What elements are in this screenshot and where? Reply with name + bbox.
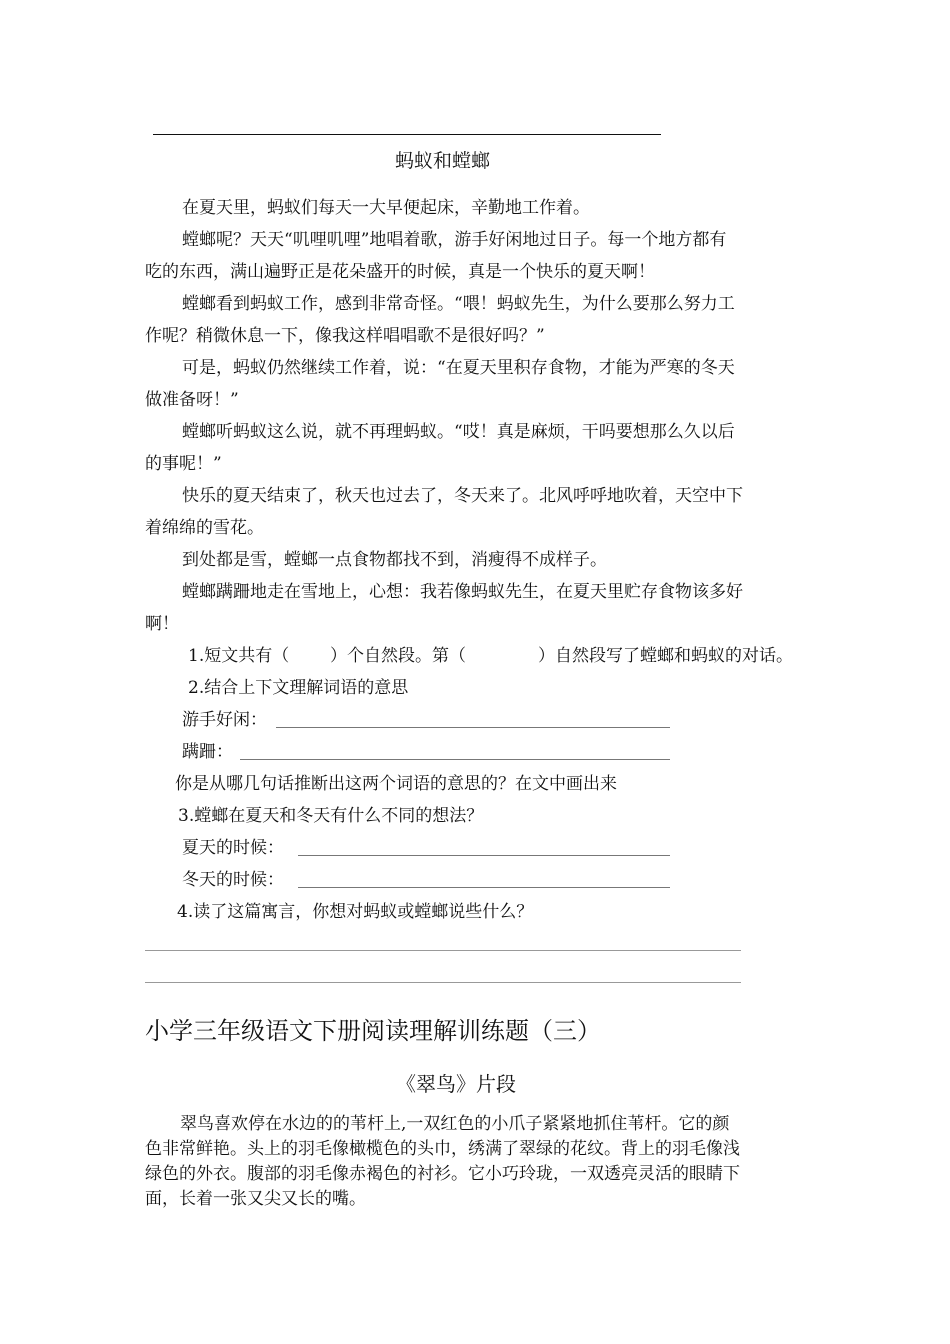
story-line: 吃的东西，满山遍野正是花朵盛开的时候，真是一个快乐的夏天啊！ — [145, 262, 655, 282]
word-label: 游手好闲： — [182, 710, 267, 730]
answer-line[interactable] — [298, 855, 670, 856]
story-line: 作呢？稍微休息一下，像我这样唱唱歌不是很好吗？” — [145, 326, 545, 346]
excerpt-title: 《翠鸟》片段 — [396, 1072, 516, 1096]
excerpt-line: 色非常鲜艳。头上的羽毛像橄榄色的头巾，绣满了翠绿的花纹。背上的羽毛像浅 — [145, 1139, 740, 1159]
story-title: 蚂蚁和螳螂 — [395, 150, 491, 172]
story-line: 着绵绵的雪花。 — [145, 518, 264, 538]
story-line: 在夏天里，蚂蚁们每天一大早便起床，辛勤地工作着。 — [182, 198, 590, 218]
section-heading: 小学三年级语文下册阅读理解训练题（三） — [145, 1017, 601, 1045]
question-1-text: 1.短文共有（ — [188, 646, 290, 666]
answer-line[interactable] — [240, 759, 670, 760]
excerpt-line: 翠鸟喜欢停在水边的的苇杆上,一双红色的小爪子紧紧地抓住苇杆。它的颜 — [180, 1114, 730, 1134]
top-rule — [153, 134, 661, 135]
question-3-text: 3.螳螂在夏天和冬天有什么不同的想法？ — [178, 806, 484, 826]
story-line: 快乐的夏天结束了，秋天也过去了，冬天来了。北风呼呼地吹着，天空中下 — [182, 486, 743, 506]
word-label: 蹒跚： — [182, 742, 233, 762]
story-line: 做准备呀！” — [145, 390, 239, 410]
answer-line[interactable] — [298, 887, 670, 888]
question-2-text: 2.结合上下文理解词语的意思 — [188, 678, 409, 698]
story-line: 螳螂蹒跚地走在雪地上，心想：我若像蚂蚁先生，在夏天里贮存食物该多好 — [182, 582, 743, 602]
story-line: 螳螂呢？天天“叽哩叽哩”地唱着歌，游手好闲地过日子。每一个地方都有 — [182, 230, 727, 250]
story-line: 螳螂听蚂蚁这么说，就不再理蚂蚁。“哎！真是麻烦，干吗要想那么久以后 — [182, 422, 735, 442]
story-line: 可是，蚂蚁仍然继续工作着，说：“在夏天里积存食物，才能为严寒的冬天 — [182, 358, 735, 378]
question-1-text: ）自然段写了螳螂和蚂蚁的对话。 — [538, 646, 793, 666]
excerpt-line: 绿色的外衣。腹部的羽毛像赤褐色的衬衫。它小巧玲珑，一双透亮灵活的眼睛下 — [145, 1164, 740, 1184]
excerpt-line: 面，长着一张又尖又长的嘴。 — [145, 1189, 366, 1209]
answer-line[interactable] — [145, 950, 741, 951]
question-4-text: 4.读了这篇寓言，你想对蚂蚁或螳螂说些什么？ — [177, 902, 534, 922]
question-2-note: 你是从哪几句话推断出这两个词语的意思的？在文中画出来 — [175, 774, 617, 794]
story-line: 螳螂看到蚂蚁工作，感到非常奇怪。“喂！蚂蚁先生，为什么要那么努力工 — [182, 294, 735, 314]
season-label: 冬天的时候： — [182, 870, 284, 890]
answer-line[interactable] — [145, 982, 741, 983]
season-label: 夏天的时候： — [182, 838, 284, 858]
question-1-text: ）个自然段。第（ — [330, 646, 466, 666]
story-line: 啊！ — [145, 614, 179, 634]
story-line: 到处都是雪，螳螂一点食物都找不到，消瘦得不成样子。 — [182, 550, 607, 570]
answer-line[interactable] — [276, 727, 670, 728]
story-line: 的事呢！” — [145, 454, 222, 474]
